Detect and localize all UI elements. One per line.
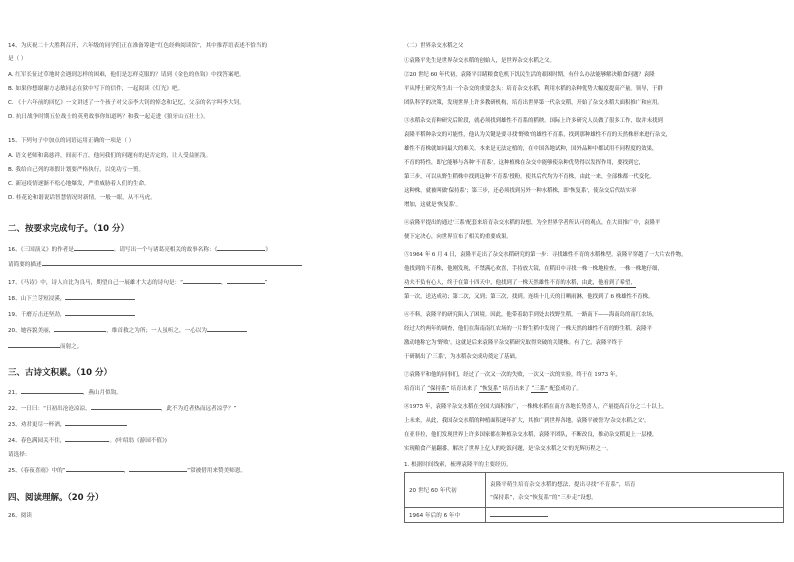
q25-blank-1[interactable] xyxy=(66,466,124,472)
para-3-line: 雄性不育株就如同最大的难关。本来是无法定植的，在中国各地试种，国外品种中都试用不同程度的效果， xyxy=(404,146,658,152)
para-8-line: 上未来，从此，我国杂交水稻的种植面积逐年扩大，其推广到世界各地，袁隆平被誉为'杂交水稻之父'， xyxy=(404,418,650,424)
q25-blank-2[interactable] xyxy=(129,466,187,472)
para-5-line: 他找到的不育株，他刚发现，不禁满心欢喜，手持放大镜，在稻田中寻找一株一株地检查，一株一株地仔细， xyxy=(404,266,663,272)
para-2-line: 团队科学的决策，发现世界上许多教研机构，培育出世界第一代杂交稻，开始了杂交水稻大面积推广和应用。 xyxy=(404,100,663,106)
q19: 19、千磨万击还坚劲， xyxy=(8,310,135,319)
para-3-line: 第三步，可以从野生稻株中找到这种'不育系'授粉，使其后代均为不育株，由此一来，全部株都一代变化。 xyxy=(404,174,655,180)
q20: 20、她容貌美丽， ，维首救之为所；一人虽听之，一心以为 xyxy=(8,326,247,335)
para-1: ①袁隆平先生是世界杂交水稻的创始人，是世界杂交水稻之父。 xyxy=(404,58,555,64)
para-6-line: 于研制出了'三系'，为水稻杂交成功奠定了基础。 xyxy=(404,354,521,360)
para-3-line: 增加，这就是'恢复系'。 xyxy=(404,202,461,208)
q14-option-c: C. 《十六年前的回忆》一文讲述了一个孩子对父亲李大钊的悼念和记忆，父亲的名字叫李大钊。 xyxy=(8,100,245,106)
timeline-table xyxy=(404,472,784,523)
q16-blank-story[interactable] xyxy=(217,245,265,251)
q23-blank[interactable] xyxy=(65,420,127,426)
para-6-line: 激动地称它为'野败'，这就是后来袁隆平杂交稻研究取得突破的关键株。有了它，袁隆平终于 xyxy=(404,340,623,346)
q23: 23、劝君更尽一杯酒， xyxy=(8,420,127,429)
section-2-title: 二、按要求完成句子。（10 分） xyxy=(8,224,130,234)
para-7-milestones: 培育出了 “保持系” 培育出来了 “恢复系” 培育出来了 “三系” 配套成功了。 xyxy=(404,386,582,392)
para-3-line: 袁隆平稻种杂交的可能性，他认为关键是要寻找'野败'的雄性不育系，找到那种雄性不育的天然株形来进行杂交， xyxy=(404,132,672,138)
q20-line2: 而射之。 xyxy=(8,342,82,351)
q14-paren: 是（ ） xyxy=(8,56,27,62)
q15-option-a: A. 语文老师和蔼慈祥，间而不言，他问我们的问题有的是否定的，让人受益匪浅。 xyxy=(8,153,212,159)
q16-blank-author[interactable] xyxy=(74,245,114,251)
para-5-underlined-line: 功夫不负有心人，终于在第十四天中，他找到了一株天然雄性不育的水稻，由此，他看到了希望， xyxy=(404,280,636,286)
q15-option-c: C. 新冠疫情逐渐不松心地爆发，严重威胁着人们的生命。 xyxy=(8,181,150,187)
table-cell-time: 20 世纪 60 年代初 xyxy=(405,473,486,508)
table-row xyxy=(405,473,784,508)
section-3-title: 三、古诗文积累。（10 分） xyxy=(8,368,113,378)
passage-heading: （二）世界杂交水稻之父 xyxy=(404,43,464,49)
q21-blank[interactable] xyxy=(21,388,83,394)
para-3-line: ③水稻杂交育种研究后阶段，就必须找到雄性不育系的稻秧。国际上许多研究人员做了很多工作，取并未找到 xyxy=(404,118,663,124)
q20-blank-2[interactable] xyxy=(207,326,247,332)
para-3-line: 这种株，就被叫做'保持系'；第三步，还必须找到另外一种水稻株，即'恢复系'，使杂交后代结实率 xyxy=(404,188,637,194)
table-cell-event[interactable] xyxy=(486,508,784,523)
question-1: 1. 根据时间线索，梳理袁隆平的主要经历。 xyxy=(404,462,512,468)
q14-option-b: B. 如果你想谢谢方志敏同志在狱中写下的信件，一起阅读《灯光》吧。 xyxy=(8,86,184,92)
q24: 24、春色满园关不住， 。(叶绍翁《游园不值》) xyxy=(8,438,167,444)
para-5-line: 第一次，送达成功；第二次，又到；第三次，找到。连续十几天的日晒雨淋，他找到了 6 株雄性不育株。 xyxy=(404,294,654,300)
section-4-title: 四、阅读理解。（20 分） xyxy=(8,493,104,503)
table-row xyxy=(405,508,784,523)
q18: 18、山下兰芽短浸溪， xyxy=(8,294,135,303)
q26: 26、阅读 xyxy=(8,513,32,519)
q15-option-d: D. 桂花论和谐说话智慧情况时新情，一般一眼，从不马虎。 xyxy=(8,195,156,201)
para-5-line: ⑤1964 年 6 月 4 日，袁隆平走出了杂交水稻研究的第一步：寻找雄性不育的水稻株型。袁隆平穿越了一大片农作物， xyxy=(404,252,687,258)
para-6-line: ⑥不料，袁隆平的研究陷入了困境。因此，他带着助手到处去找野生稻，一路南下——海南岛的南红农场， xyxy=(404,312,658,318)
para-4-line: ④袁隆平提出的通过'三系'配套来培育杂交水稻的设想，为全世界学者所认可的观点，在大田推广中，袁隆平 xyxy=(404,220,661,226)
q16-blank-describe[interactable] xyxy=(42,260,302,266)
q14-option-d: D. 抗日战争时期五位战士的英勇故事你知道吗？和我一起走进《狼牙山五壮士》。 xyxy=(8,114,209,120)
q19-blank[interactable] xyxy=(65,310,135,316)
para-7-line: ⑦袁隆平和他的同事们，经过了一次又一次的失败，一次又一次的实验，终于在 1973 年， xyxy=(404,372,621,378)
table-answer-blank[interactable] xyxy=(490,511,548,517)
q24-blank[interactable] xyxy=(65,436,109,442)
q17: 17、《马诗》中，诗人自比为良马，期望自己一展雄才大志的诗句是：“ ， ” xyxy=(8,280,268,286)
q22: 22、一日曰：“日初出沧沧凉凉， ，此不为近者热而远者凉乎？” xyxy=(8,406,237,412)
q17-blank-1[interactable] xyxy=(183,278,221,284)
q16: 16、《三国演义》的作者是 。请写出一个与诸葛亮相关的故事名称：《 》 xyxy=(8,247,271,253)
para-8-line: ⑧1975 年，袁隆平杂交水稻在全国大面积推广，一株株水稻在南方各地长势喜人，产量提高百分之二十以上， xyxy=(404,404,668,410)
q21: 21、 ，燕山月似钩。 xyxy=(8,390,122,396)
q14-stem: 14、为庆祝二十大胜利召开，六年级的同学们正在准备筹建“红色经典阅读馆”，其中推荐语表述不恰当的 xyxy=(8,43,268,49)
q20-blank-1[interactable] xyxy=(54,326,106,332)
q14-option-a: A. 红军长征过草地时会遇到怎样的困难，他们是怎样克服的？请到《金色的鱼钩》中找答案吧。 xyxy=(8,72,245,78)
para-2-line: 平从博士研究所生出一个杂交的重要念头：培育杂交水稻，利用水稻的杂种优势大幅度提高产量。领导，于群 xyxy=(404,86,663,92)
q17-blank-2[interactable] xyxy=(227,278,265,284)
q22-blank[interactable] xyxy=(91,404,161,410)
q15-option-b: B. 我给自己列的寒假计划要严格执行，以免功亏一篑。 xyxy=(8,167,145,173)
q25-prefix: 请选择： xyxy=(8,452,31,458)
table-cell-time: 1964 年后的 6 年中 xyxy=(405,508,486,523)
para-4-line: 便下定决心，向世界宣布了相关的重要成果。 xyxy=(404,234,512,240)
para-3-line: 不育的特性，即它能够与各种'不育系'，这种植株在杂交中能够使杂种优势得以发挥作用，要找到它， xyxy=(404,160,645,166)
para-2-line: ②20 世纪 60 年代初，袁隆平目睹粮食危机下饥民生活的艰困时期，有什么办法能够解决粮食问题？袁隆 xyxy=(404,72,655,78)
q15-stem: 15、下列句子中加点的词语运用正确的一项是（ ） xyxy=(8,138,135,144)
q16-describe: 请简要的描述 xyxy=(8,260,302,269)
para-6-line: 经过大约两年的调查，他们在海南南红农场的一片野生稻中发现了一株天然的雄性不育的野生稻。袁隆平 xyxy=(404,326,652,332)
para-8-line: 实现粮食产量翻番，解决了世界上亿人的吃饭问题，是'杂交水稻之父'的光辉历程之一。 xyxy=(404,446,612,452)
q18-blank[interactable] xyxy=(65,294,135,300)
q20-blank-3[interactable] xyxy=(8,342,60,348)
q25: 25、《春夜喜雨》中的“ ， ”常被借用来赞美师恩。 xyxy=(8,468,247,474)
table-cell-event: 袁隆平萌生培育杂交水稻的想法，提出寻找“不育系”，培育 “保持系”，杂交“恢复系”的“三步走”设想。 xyxy=(486,473,784,508)
para-8-line: 在亚非拉，他们发现世界上许多国家都在种植杂交水稻，袁隆平团队，不断改良，推动杂交稻更上一层楼， xyxy=(404,432,658,438)
